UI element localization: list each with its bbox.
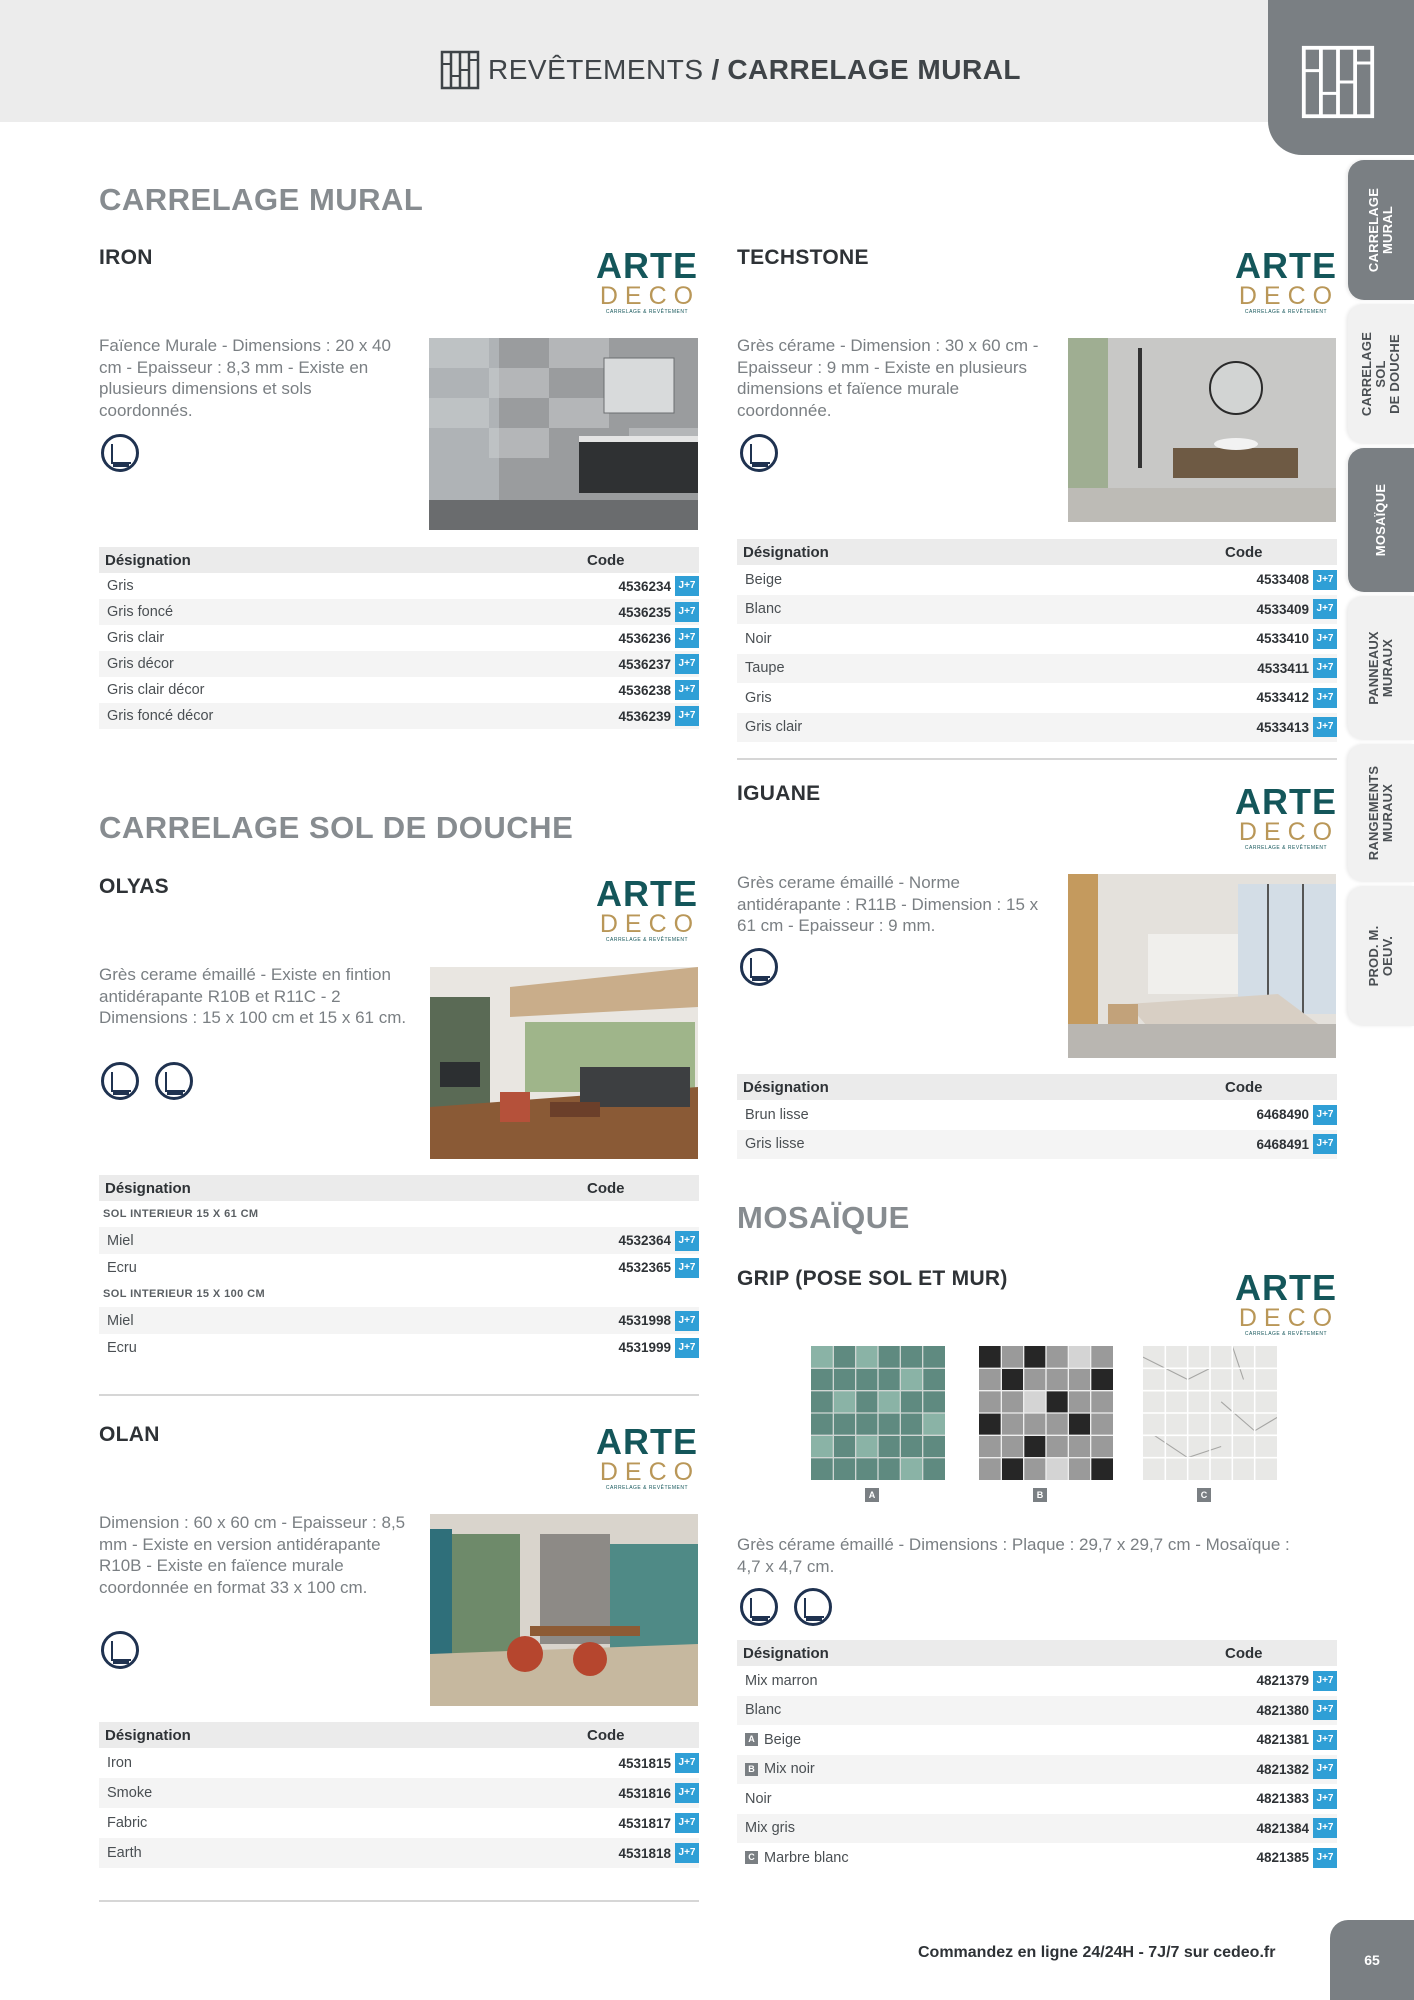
cell-code: 4536239 bbox=[618, 708, 671, 724]
logo-line1: ARTE bbox=[596, 1421, 698, 1462]
delivery-badge: J+7 bbox=[1313, 717, 1337, 737]
cell-designation: Ecru bbox=[107, 1259, 137, 1276]
product-name-iguane: IGUANE bbox=[737, 782, 821, 805]
cell-designation: Noir bbox=[745, 1790, 772, 1807]
cell-code: 4821380 bbox=[1256, 1702, 1309, 1718]
logo-line2: DECO bbox=[1238, 282, 1340, 310]
cell-designation: Miel bbox=[107, 1232, 134, 1249]
delivery-badge: J+7 bbox=[675, 1338, 699, 1358]
mosaic-label-c: C bbox=[1197, 1488, 1211, 1502]
floor-pictogram-icon bbox=[740, 948, 778, 986]
cell-code: 4531817 bbox=[618, 1815, 671, 1831]
table-row bbox=[99, 1254, 699, 1281]
logo-line1: ARTE bbox=[1235, 781, 1337, 822]
th-designation: Désignation bbox=[743, 1644, 829, 1662]
photo-olyas bbox=[430, 967, 698, 1159]
th-designation: Désignation bbox=[105, 1179, 191, 1197]
delivery-badge: J+7 bbox=[675, 654, 699, 674]
delivery-badge: J+7 bbox=[1313, 1759, 1337, 1779]
th-designation: Désignation bbox=[105, 1726, 191, 1744]
delivery-badge: J+7 bbox=[675, 1258, 699, 1278]
table-header bbox=[737, 1074, 1337, 1100]
th-designation: Désignation bbox=[105, 551, 191, 569]
logo-line2: DECO bbox=[599, 910, 701, 938]
table-grip bbox=[737, 1640, 1337, 1873]
tab-carrelage-mural[interactable] bbox=[1348, 160, 1414, 300]
table-row bbox=[737, 1755, 1337, 1785]
tiles-icon bbox=[1300, 44, 1376, 120]
cell-code: 4536237 bbox=[618, 656, 671, 672]
logo-line3: CARRELAGE & REVÊTEMENT bbox=[605, 1485, 689, 1491]
product-name-iron: IRON bbox=[99, 246, 153, 269]
table-row bbox=[99, 703, 699, 729]
th-designation: Désignation bbox=[743, 1078, 829, 1096]
row-marker: C bbox=[745, 1851, 758, 1864]
cell-designation: Blanc bbox=[745, 601, 782, 618]
delivery-badge: J+7 bbox=[1313, 1730, 1337, 1750]
table-row bbox=[737, 1696, 1337, 1726]
logo-line1: ARTE bbox=[596, 873, 698, 914]
logo-line2: DECO bbox=[1238, 1304, 1340, 1332]
divider bbox=[99, 1900, 699, 1902]
logo-line3: CARRELAGE & REVÊTEMENT bbox=[605, 309, 689, 315]
delivery-badge: J+7 bbox=[1313, 1671, 1337, 1691]
tab-label: CARRELAGE MURAL bbox=[1366, 187, 1396, 273]
table-iguane bbox=[737, 1074, 1337, 1159]
cell-code: 4533408 bbox=[1256, 572, 1309, 588]
cell-designation: Blanc bbox=[745, 1702, 782, 1719]
logo-line1: ARTE bbox=[596, 245, 698, 286]
section-title-mural: CARRELAGE MURAL bbox=[99, 182, 424, 217]
cell-designation: Gris bbox=[107, 578, 134, 594]
table-row bbox=[737, 624, 1337, 654]
th-code: Code bbox=[1225, 543, 1263, 561]
cell-designation: Noir bbox=[745, 630, 772, 647]
footer-order-online[interactable]: Commandez en ligne 24/24H - 7J/7 sur cedeo.fr bbox=[918, 1944, 1276, 1961]
table-header bbox=[99, 1722, 699, 1748]
row-marker: B bbox=[745, 1763, 758, 1776]
cell-code: 4533411 bbox=[1257, 660, 1309, 676]
header-separator: / bbox=[711, 54, 720, 85]
th-designation: Désignation bbox=[743, 543, 829, 561]
product-name-olyas: OLYAS bbox=[99, 875, 169, 898]
delivery-badge: J+7 bbox=[1313, 1105, 1337, 1125]
tab-carrelage-sol-douche[interactable] bbox=[1348, 304, 1414, 444]
arte-deco-logo bbox=[593, 245, 701, 315]
delivery-badge: J+7 bbox=[675, 1843, 699, 1863]
cell-code: 6468490 bbox=[1256, 1107, 1309, 1123]
floor-pictogram-icon bbox=[101, 1062, 139, 1100]
delivery-badge: J+7 bbox=[675, 706, 699, 726]
arte-deco-logo bbox=[593, 1421, 701, 1491]
arte-deco-logo bbox=[1232, 245, 1340, 315]
delivery-badge: J+7 bbox=[675, 1753, 699, 1773]
cell-code: 4536235 bbox=[618, 604, 671, 620]
shower-pictogram-icon bbox=[155, 1062, 193, 1100]
cell-designation: Fabric bbox=[107, 1815, 148, 1831]
cell-designation: Gris foncé bbox=[107, 604, 174, 620]
logo-line3: CARRELAGE & REVÊTEMENT bbox=[1244, 1331, 1328, 1337]
delivery-badge: J+7 bbox=[1313, 658, 1337, 678]
floor-pictogram-icon bbox=[101, 1631, 139, 1669]
table-header bbox=[99, 547, 699, 573]
tab-label: PANNEAUX MURAUX bbox=[1366, 631, 1395, 705]
product-name-techstone: TECHSTONE bbox=[737, 246, 869, 269]
delivery-badge: J+7 bbox=[675, 1311, 699, 1331]
th-code: Code bbox=[1225, 1078, 1263, 1096]
cell-code: 4533412 bbox=[1256, 690, 1309, 706]
table-row bbox=[99, 1808, 699, 1838]
cell-code: 4821383 bbox=[1256, 1791, 1309, 1807]
delivery-badge: J+7 bbox=[675, 1813, 699, 1833]
cell-code: 4821381 bbox=[1256, 1732, 1309, 1748]
wall-floor-pictogram-icon bbox=[740, 434, 778, 472]
logo-line3: CARRELAGE & REVÊTEMENT bbox=[1244, 309, 1328, 315]
table-techstone bbox=[737, 539, 1337, 742]
cell-code: 4531816 bbox=[618, 1785, 671, 1801]
table-row bbox=[99, 573, 699, 599]
page-number: 65 bbox=[1330, 1920, 1414, 2000]
mosaic-swatch-b bbox=[979, 1346, 1113, 1480]
cell-designation: Gris clair bbox=[745, 719, 803, 736]
mosaic-swatch-c bbox=[1143, 1346, 1277, 1480]
cell-code: 4531818 bbox=[618, 1845, 671, 1861]
cell-code: 4821382 bbox=[1256, 1761, 1309, 1777]
tab-label: MOSAÏQUE bbox=[1373, 483, 1389, 557]
corner-tab bbox=[1268, 0, 1414, 155]
delivery-badge: J+7 bbox=[675, 1783, 699, 1803]
tiles-icon bbox=[440, 50, 480, 90]
logo-line2: DECO bbox=[599, 1458, 701, 1486]
photo-iguane bbox=[1068, 874, 1336, 1058]
header-subcategory: CARRELAGE MURAL bbox=[727, 54, 1022, 85]
delivery-badge: J+7 bbox=[1313, 1700, 1337, 1720]
delivery-badge: J+7 bbox=[1313, 1818, 1337, 1838]
cell-code: 4821385 bbox=[1256, 1850, 1309, 1866]
logo-line3: CARRELAGE & REVÊTEMENT bbox=[1244, 845, 1328, 851]
cell-code: 4533413 bbox=[1256, 719, 1309, 735]
table-row bbox=[737, 1784, 1337, 1814]
product-desc-iron: Faïence Murale - Dimensions : 20 x 40 cm - Epaisseur : 8,3 mm - Existe en plusieurs dimensions et sols coordonnés. bbox=[99, 336, 391, 420]
arte-deco-logo bbox=[593, 873, 701, 943]
product-desc-iguane: Grès cerame émaillé - Norme antidérapante : R11B - Dimension : 15 x 61 cm - Epaisseur : 9 mm. bbox=[737, 873, 1039, 935]
table-olan bbox=[99, 1722, 699, 1868]
page-header bbox=[440, 52, 1021, 88]
table-olyas bbox=[99, 1175, 699, 1361]
delivery-badge: J+7 bbox=[1313, 570, 1337, 590]
arte-deco-logo bbox=[1232, 1267, 1340, 1337]
table-row bbox=[737, 1725, 1337, 1755]
section-title-mosaique: MOSAÏQUE bbox=[737, 1200, 910, 1235]
wall-floor-pictogram-icon bbox=[740, 1588, 778, 1626]
table-row bbox=[99, 1334, 699, 1361]
cell-designation: Taupe bbox=[745, 660, 785, 677]
cell-designation: Gris bbox=[745, 689, 772, 706]
cell-code: 4533409 bbox=[1256, 601, 1309, 617]
row-marker: A bbox=[745, 1733, 758, 1746]
cell-designation: Iron bbox=[107, 1755, 132, 1771]
delivery-badge: J+7 bbox=[1313, 688, 1337, 708]
photo-techstone bbox=[1068, 338, 1336, 522]
mosaic-swatch-a bbox=[811, 1346, 945, 1480]
table-row bbox=[99, 599, 699, 625]
delivery-badge: J+7 bbox=[1313, 1789, 1337, 1809]
cell-code: 4532364 bbox=[618, 1233, 671, 1248]
cell-code: 4536238 bbox=[618, 682, 671, 698]
table-row bbox=[99, 677, 699, 703]
th-code: Code bbox=[587, 551, 625, 569]
delivery-badge: J+7 bbox=[675, 602, 699, 622]
logo-line2: DECO bbox=[599, 282, 701, 310]
delivery-badge: J+7 bbox=[675, 680, 699, 700]
th-code: Code bbox=[587, 1726, 625, 1744]
delivery-badge: J+7 bbox=[675, 576, 699, 596]
delivery-badge: J+7 bbox=[1313, 1134, 1337, 1154]
cell-code: 4821384 bbox=[1256, 1820, 1309, 1836]
cell-designation: Miel bbox=[107, 1312, 134, 1329]
table-header bbox=[99, 1175, 699, 1201]
logo-line1: ARTE bbox=[1235, 1267, 1337, 1308]
table-row bbox=[737, 1666, 1337, 1696]
header-category: REVÊTEMENTS bbox=[488, 54, 704, 85]
cell-code: 4536234 bbox=[618, 578, 671, 594]
tab-label: CARRELAGE SOL DE DOUCHE bbox=[1359, 331, 1403, 417]
cell-designation: Gris clair bbox=[107, 630, 165, 646]
table-row bbox=[737, 1130, 1337, 1160]
logo-line2: DECO bbox=[1238, 818, 1340, 846]
cell-designation: Gris lisse bbox=[745, 1136, 805, 1153]
arte-deco-logo bbox=[1232, 781, 1340, 851]
table-row bbox=[737, 1814, 1337, 1844]
product-desc-olyas: Grès cerame émaillé - Existe en fintion antidérapante R10B et R11C - 2 Dimensions : 15 x 100 cm et 15 x 61 cm. bbox=[99, 965, 407, 1027]
cell-code: 4532365 bbox=[618, 1260, 671, 1275]
table-row bbox=[99, 625, 699, 651]
table-group-label: SOL INTERIEUR 15 X 100 CM bbox=[103, 1288, 266, 1300]
wall-pictogram-icon bbox=[101, 434, 139, 472]
cell-code: 6468491 bbox=[1256, 1136, 1309, 1152]
table-iron bbox=[99, 547, 699, 729]
mosaic-label-a: A bbox=[865, 1488, 879, 1502]
cell-code: 4531999 bbox=[618, 1340, 671, 1355]
table-row bbox=[737, 683, 1337, 713]
delivery-badge: J+7 bbox=[1313, 1848, 1337, 1868]
cell-designation: Beige bbox=[745, 571, 783, 588]
divider bbox=[737, 758, 1337, 760]
cell-designation: Mix marron bbox=[745, 1672, 818, 1689]
cell-code: 4821379 bbox=[1256, 1673, 1309, 1689]
table-row bbox=[737, 713, 1337, 743]
cell-designation: Mix gris bbox=[745, 1820, 795, 1837]
table-row bbox=[99, 1307, 699, 1334]
cell-designation: Smoke bbox=[107, 1785, 153, 1801]
th-code: Code bbox=[1225, 1644, 1263, 1662]
cell-designation: Brun lisse bbox=[745, 1106, 809, 1123]
table-row bbox=[99, 1748, 699, 1778]
tab-mosaique[interactable] bbox=[1348, 448, 1414, 592]
tab-panneaux-muraux[interactable] bbox=[1348, 596, 1414, 740]
divider bbox=[99, 1394, 699, 1396]
mosaic-label-b: B bbox=[1033, 1488, 1047, 1502]
table-row bbox=[737, 654, 1337, 684]
product-desc-techstone: Grès cérame - Dimension : 30 x 60 cm - Epaisseur : 9 mm - Existe en plusieurs dimensions et faïence murale coordonnée. bbox=[737, 336, 1039, 420]
cell-designation: Mix noir bbox=[764, 1761, 815, 1778]
delivery-badge: J+7 bbox=[1313, 599, 1337, 619]
table-header bbox=[737, 539, 1337, 565]
delivery-badge: J+7 bbox=[675, 628, 699, 648]
tab-rangements-muraux[interactable] bbox=[1348, 744, 1414, 882]
delivery-badge: J+7 bbox=[675, 1231, 699, 1251]
logo-line1: ARTE bbox=[1235, 245, 1337, 286]
cell-designation: Beige bbox=[764, 1731, 802, 1748]
product-desc-olan: Dimension : 60 x 60 cm - Epaisseur : 8,5 mm - Existe en version antidérapante R10B - Existe en faïence murale coordonnée en format 33 x 100 cm. bbox=[99, 1513, 406, 1597]
table-row bbox=[737, 565, 1337, 595]
table-row bbox=[99, 1227, 699, 1254]
table-header bbox=[737, 1640, 1337, 1666]
tab-label: PROD. M. OEUV. bbox=[1366, 925, 1395, 987]
product-desc-grip: Grès cérame émaillé - Dimensions : Plaque : 29,7 x 29,7 cm - Mosaïque : 4,7 x 4,7 cm. bbox=[737, 1535, 1290, 1576]
tab-prod-m-oeuv[interactable] bbox=[1348, 886, 1414, 1026]
photo-olan bbox=[430, 1514, 698, 1706]
cell-code: 4531815 bbox=[618, 1755, 671, 1771]
table-row bbox=[99, 1838, 699, 1868]
cell-designation: Gris décor bbox=[107, 656, 174, 672]
product-name-olan: OLAN bbox=[99, 1423, 160, 1446]
product-name-grip: GRIP (POSE SOL ET MUR) bbox=[737, 1267, 1008, 1290]
cell-code: 4531998 bbox=[618, 1313, 671, 1328]
cell-designation: Earth bbox=[107, 1845, 142, 1861]
table-row bbox=[99, 1778, 699, 1808]
cell-code: 4536236 bbox=[618, 630, 671, 646]
tab-label: RANGEMENTS MURAUX bbox=[1366, 765, 1396, 861]
table-row bbox=[99, 651, 699, 677]
section-title-sol-douche: CARRELAGE SOL DE DOUCHE bbox=[99, 810, 574, 845]
photo-iron bbox=[429, 338, 698, 530]
table-row bbox=[737, 1843, 1337, 1873]
logo-line3: CARRELAGE & REVÊTEMENT bbox=[605, 937, 689, 943]
shower-pictogram-icon bbox=[794, 1588, 832, 1626]
table-row bbox=[737, 595, 1337, 625]
cell-designation: Marbre blanc bbox=[764, 1849, 849, 1866]
cell-designation: Gris foncé décor bbox=[107, 708, 214, 724]
th-code: Code bbox=[587, 1179, 625, 1197]
cell-designation: Ecru bbox=[107, 1339, 137, 1356]
cell-designation: Gris clair décor bbox=[107, 682, 205, 698]
cell-code: 4533410 bbox=[1256, 631, 1309, 647]
table-row bbox=[737, 1100, 1337, 1130]
delivery-badge: J+7 bbox=[1313, 629, 1337, 649]
table-group-label: SOL INTERIEUR 15 X 61 CM bbox=[103, 1208, 259, 1220]
